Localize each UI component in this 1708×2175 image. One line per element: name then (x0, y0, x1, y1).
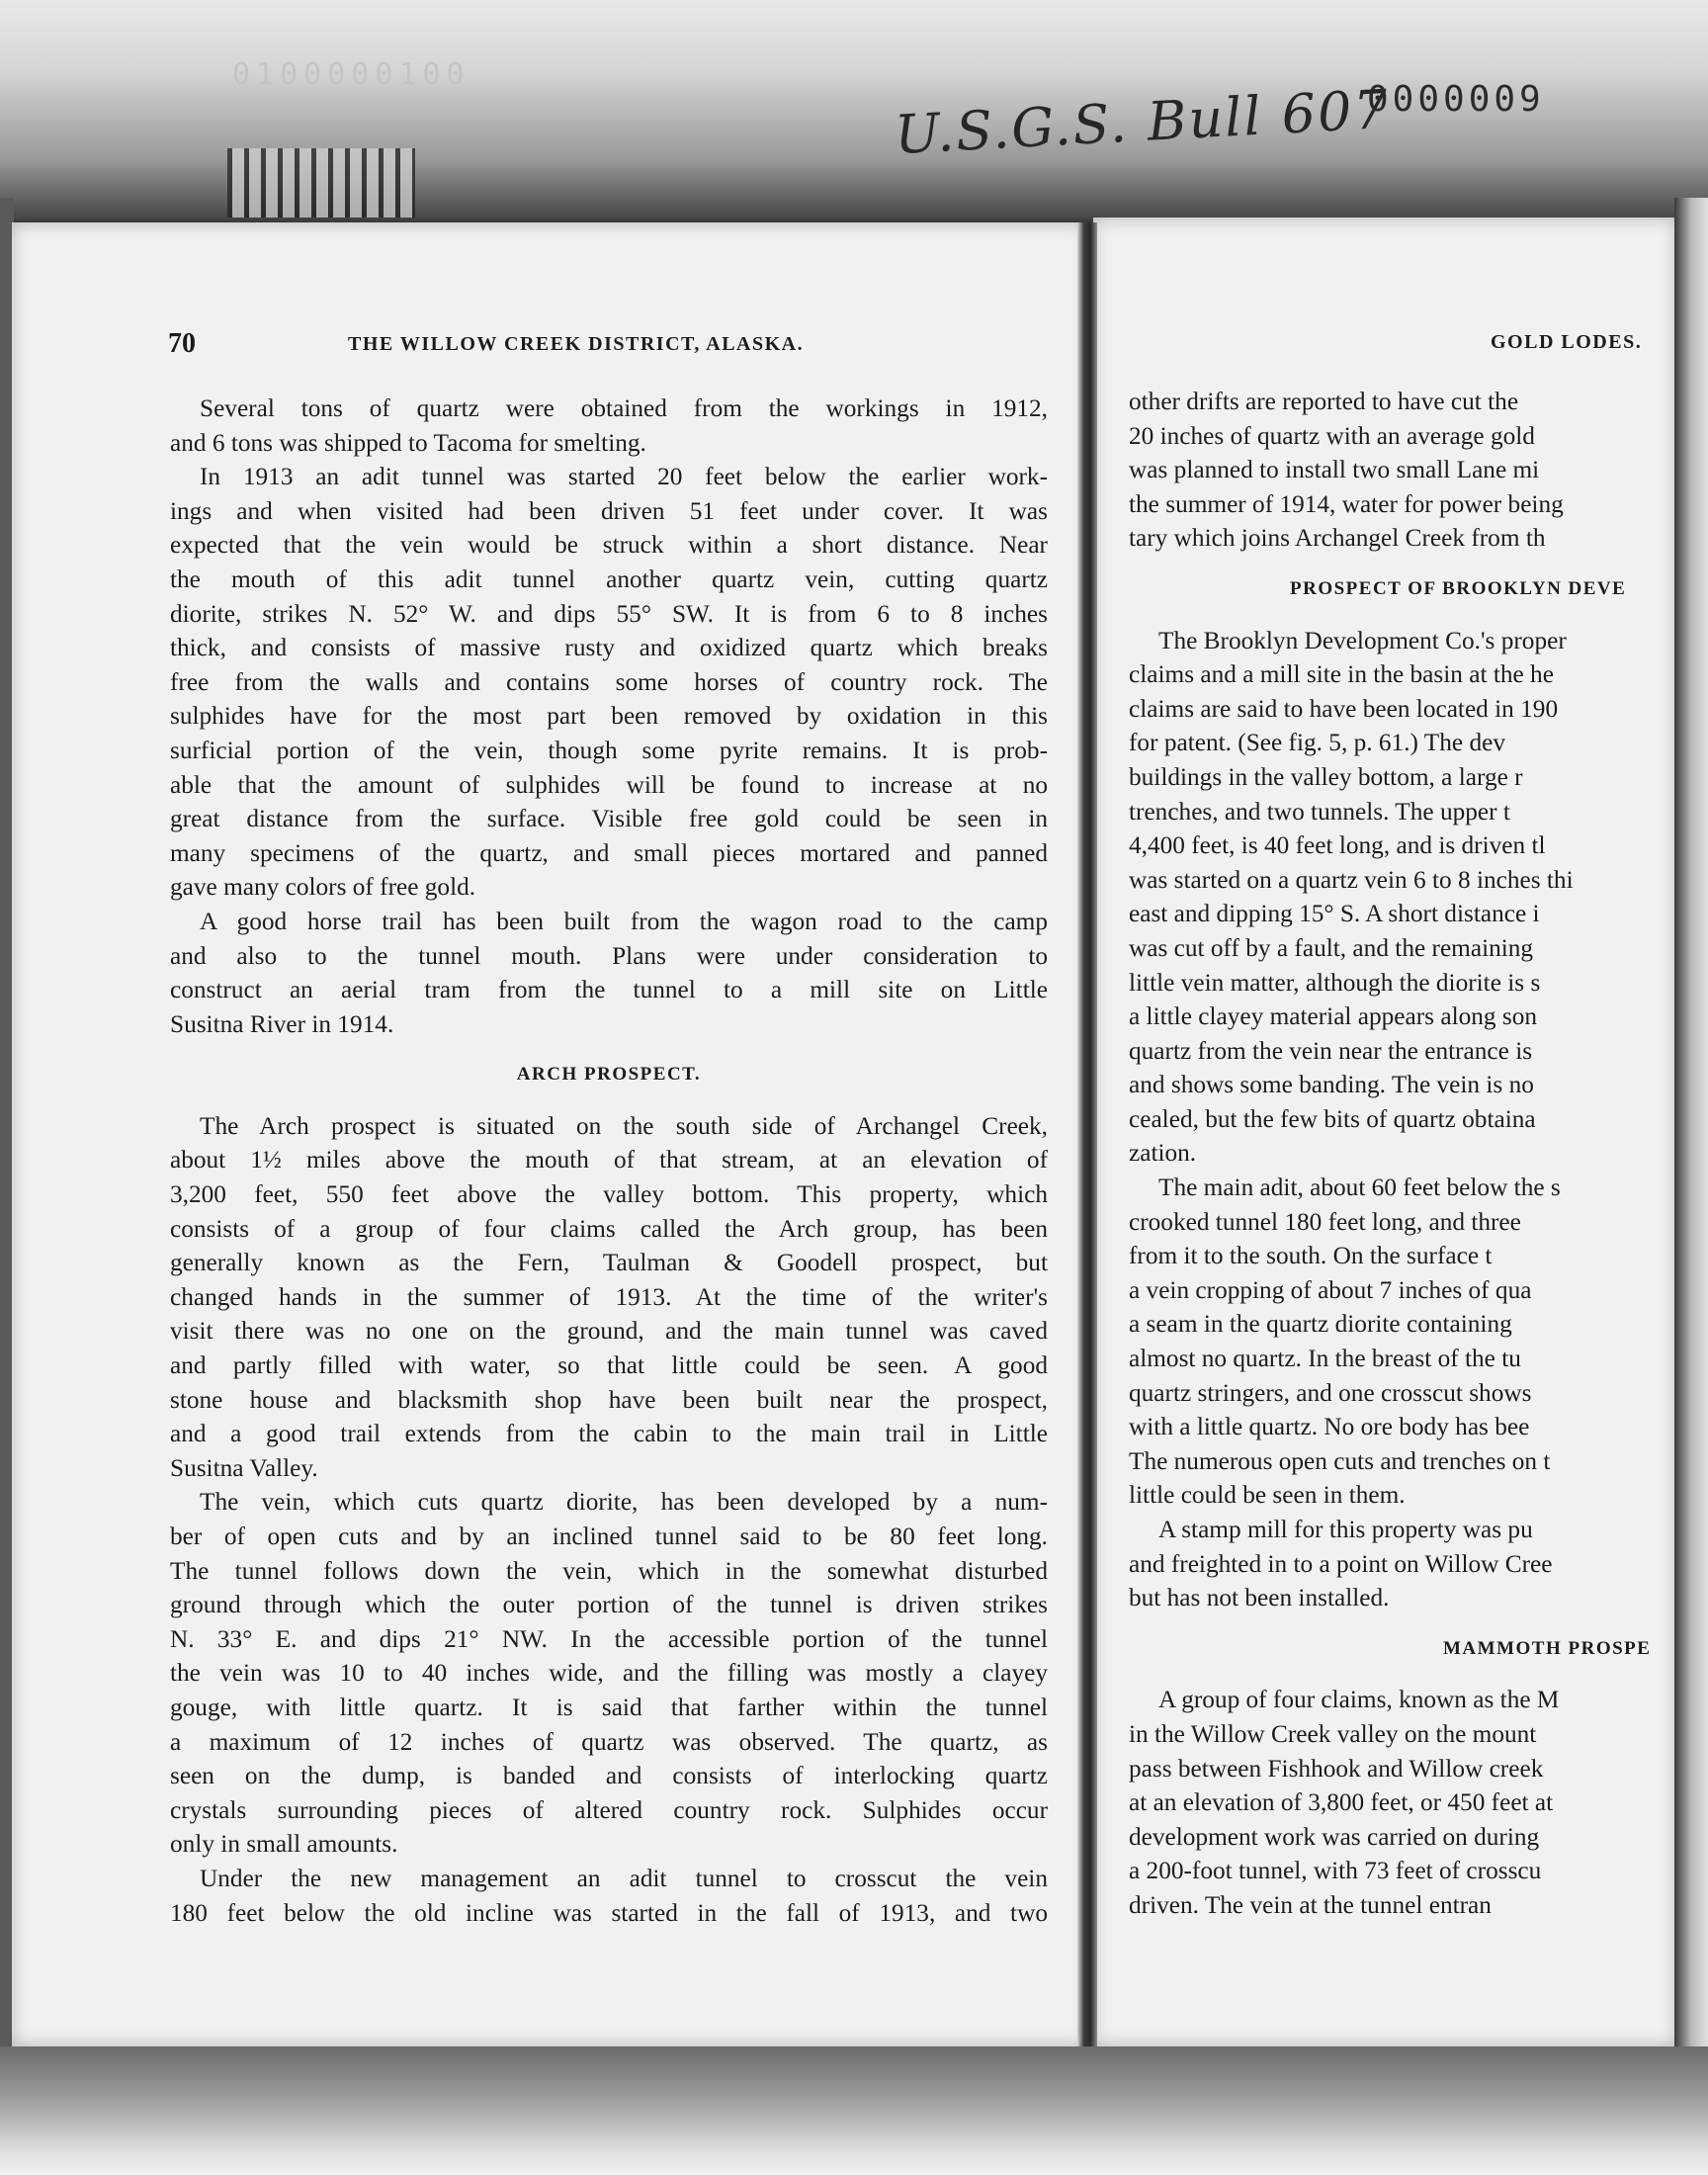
paragraph (1129, 1683, 1678, 1922)
text-line: quartz from the vein near the entrance is (1129, 1036, 1533, 1065)
text-line: expected that the vein would be struck within a short distance. Near (170, 531, 1048, 560)
text-line: The tunnel follows down the vein, which in the somewhat disturbed (170, 1556, 1048, 1585)
section-heading-mammoth: MAMMOTH PROSPE (1443, 1637, 1652, 1659)
left-page-text (170, 392, 1048, 1930)
text-line: The Brooklyn Development Co.'s proper (1158, 626, 1567, 654)
text-line: was started on a quartz vein 6 to 8 inches thi (1129, 865, 1574, 894)
text-line: other drifts are reported to have cut the (1129, 388, 1519, 415)
text-line: stone house and blacksmith shop have been built near the prospect, (170, 1385, 1048, 1414)
page-number: 70 (168, 328, 196, 359)
right-page-text (1129, 385, 1678, 1923)
text-line: from it to the south. On the surface t (1129, 1242, 1493, 1270)
text-line: about 1½ miles above the mouth of that stream, at an elevation of (170, 1146, 1048, 1174)
ghost-stamp-number: 0100000100 (232, 57, 470, 92)
text-line: a maximum of 12 inches of quartz was observed. The quartz, as (170, 1727, 1048, 1756)
text-line: able that the amount of sulphides will be found to increase at no (170, 770, 1048, 799)
text-line: trenches, and two tunnels. The upper t (1129, 797, 1510, 826)
text-line: and 6 tons was shipped to Tacoma for smelting. (170, 428, 646, 457)
text-line: driven. The vein at the tunnel entran (1129, 1890, 1492, 1919)
text-line: The main adit, about 60 feet below the s (1158, 1174, 1561, 1202)
paragraph (1129, 1171, 1678, 1513)
text-line: seen on the dump, is banded and consists of interlocking quartz (170, 1762, 1048, 1790)
scanner-right-edge (1674, 198, 1708, 2056)
text-line: The numerous open cuts and trenches on t (1129, 1446, 1551, 1475)
handwritten-label: U.S.G.S. Bull 607 (893, 77, 1392, 167)
text-line: a seam in the quartz diorite containing (1129, 1310, 1512, 1339)
paragraph (170, 1862, 1048, 1930)
text-line: crooked tunnel 180 feet long, and three (1129, 1207, 1521, 1236)
text-line: free from the walls and contains some horses of country rock. The (170, 667, 1048, 696)
text-line: and freighted in to a point on Willow Cree (1129, 1549, 1553, 1578)
text-line: Several tons of quartz were obtained from the workings in 1912, (200, 394, 1048, 422)
text-line: diorite, strikes N. 52° W. and dips 55° SW. It is from 6 to 8 inches (170, 599, 1048, 628)
text-line: Susitna River in 1914. (170, 1009, 394, 1038)
text-line: in the Willow Creek valley on the mount (1129, 1719, 1537, 1748)
text-line: A stamp mill for this property was pu (1158, 1516, 1533, 1543)
text-line: but has not been installed. (1129, 1584, 1390, 1612)
text-line: changed hands in the summer of 1913. At the time of the writer's (170, 1282, 1048, 1311)
text-line: only in small amounts. (170, 1830, 398, 1859)
text-line: great distance from the surface. Visible free gold could be seen in (170, 805, 1048, 833)
text-line: ber of open cuts and by an inclined tunnel said to be 80 feet long. (170, 1522, 1048, 1550)
text-line: The Arch prospect is situated on the south side of Archangel Creek, (200, 1111, 1048, 1140)
text-line: surficial portion of the vein, though some pyrite remains. It is prob- (170, 736, 1048, 764)
text-line: sulphides have for the most part been removed by oxidation in this (170, 702, 1048, 731)
text-line: claims and a mill site in the basin at the he (1129, 660, 1554, 689)
text-line: construct an aerial tram from the tunnel to a mill site on Little (170, 976, 1048, 1004)
text-line: for patent. (See fig. 5, p. 61.) The dev (1129, 729, 1505, 757)
text-line: was cut off by a fault, and the remaining (1129, 933, 1534, 962)
text-line: 180 feet below the old incline was started in the fall of 1913, and two (170, 1898, 1048, 1927)
text-line: ings and when visited had been driven 51 feet under cover. It was (170, 496, 1048, 525)
text-line: with a little quartz. No ore body has bee (1129, 1413, 1530, 1441)
text-line: visit there was no one on the ground, and the main tunnel was caved (170, 1317, 1048, 1346)
text-line: A group of four claims, known as the M (1158, 1686, 1560, 1714)
section-heading-arch-prospect: ARCH PROSPECT. (516, 1064, 702, 1086)
text-line: and shows some banding. The vein is no (1129, 1071, 1534, 1099)
text-line: gouge, with little quartz. It is said that farther within the tunnel (170, 1693, 1048, 1721)
text-line: N. 33° E. and dips 21° NW. In the accessible portion of the tunnel (170, 1624, 1048, 1653)
text-line: was planned to install two small Lane mi (1129, 456, 1540, 484)
text-line: at an elevation of 3,800 feet, or 450 feet at (1129, 1788, 1554, 1817)
text-line: the vein was 10 to 40 inches wide, and the filling was mostly a clayey (170, 1659, 1048, 1688)
paragraph (170, 460, 1048, 905)
left-running-head: THE WILLOW CREEK DISTRICT, ALASKA. (348, 333, 805, 355)
text-line: Under the new management an adit tunnel to crosscut the vein (200, 1864, 1048, 1892)
text-line: development work was carried on during (1129, 1822, 1540, 1851)
text-line: Susitna Valley. (170, 1453, 318, 1482)
text-line: claims are said to have been located in 190 (1129, 694, 1559, 723)
text-line: cealed, but the few bits of quartz obtaina (1129, 1104, 1536, 1133)
text-line: the mouth of this adit tunnel another quartz vein, cutting quartz (170, 565, 1048, 593)
text-line: many specimens of the quartz, and small pieces mortared and panned (170, 838, 1048, 867)
text-line: pass between Fishhook and Willow creek (1129, 1754, 1544, 1783)
text-line: a little clayey material appears along son (1129, 1002, 1538, 1031)
text-line: In 1913 an adit tunnel was started 20 feet below the earlier work- (200, 463, 1048, 491)
paragraph (170, 1109, 1048, 1486)
text-line: quartz stringers, and one crosscut shows (1129, 1378, 1532, 1407)
book-gutter (1077, 222, 1097, 2046)
text-line: and partly filled with water, so that little could be seen. A good (170, 1351, 1048, 1380)
text-line: consists of a group of four claims called the Arch group, has been (170, 1214, 1048, 1243)
text-line: east and dipping 15° S. A short distance i (1129, 900, 1540, 928)
text-line: A good horse trail has been built from the wagon road to the camp (200, 907, 1048, 935)
text-line: little vein matter, although the diorite is s (1129, 968, 1541, 997)
text-line: the summer of 1914, water for power being (1129, 489, 1564, 518)
binding-marks (227, 148, 415, 218)
stamp-number: 0000009 (1367, 79, 1545, 120)
text-line: crystals surrounding pieces of altered country rock. Sulphides occur (170, 1795, 1048, 1824)
text-line: generally known as the Fern, Taulman & Goodell prospect, but (170, 1249, 1048, 1277)
text-line: zation. (1129, 1139, 1197, 1168)
text-line: tary which joins Archangel Creek from th (1129, 524, 1546, 553)
text-line: little could be seen in them. (1129, 1481, 1406, 1510)
text-line: The vein, which cuts quartz diorite, has been developed by a num- (200, 1488, 1048, 1517)
section-heading-brooklyn: PROSPECT OF BROOKLYN DEVE (1290, 577, 1627, 599)
text-line: ground through which the outer portion of the tunnel is driven strikes (170, 1591, 1048, 1619)
text-line: and a good trail extends from the cabin to the main trail in Little (170, 1420, 1048, 1448)
text-line: and also to the tunnel mouth. Plans were under consideration to (170, 941, 1048, 970)
paragraph (170, 905, 1048, 1041)
text-line: almost no quartz. In the breast of the tu (1129, 1345, 1521, 1373)
paragraph (170, 392, 1048, 460)
paragraph (1129, 1513, 1678, 1615)
paragraph (1129, 385, 1678, 556)
text-line: a 200-foot tunnel, with 73 feet of crosscu (1129, 1857, 1542, 1885)
text-line: 20 inches of quartz with an average gold (1129, 421, 1535, 450)
text-line: 3,200 feet, 550 feet above the valley bottom. This property, which (170, 1180, 1048, 1209)
scanner-bottom-margin (0, 2046, 1708, 2175)
text-line: buildings in the valley bottom, a large r (1129, 762, 1523, 791)
paragraph (1129, 624, 1678, 1172)
text-line: 4,400 feet, is 40 feet long, and is driven tl (1129, 831, 1546, 860)
text-line: a vein cropping of about 7 inches of qua (1129, 1275, 1532, 1304)
text-line: gave many colors of free gold. (170, 873, 476, 902)
right-running-head: GOLD LODES. (1491, 331, 1643, 353)
paragraph (170, 1485, 1048, 1862)
text-line: thick, and consists of massive rusty and oxidized quartz which breaks (170, 634, 1048, 662)
